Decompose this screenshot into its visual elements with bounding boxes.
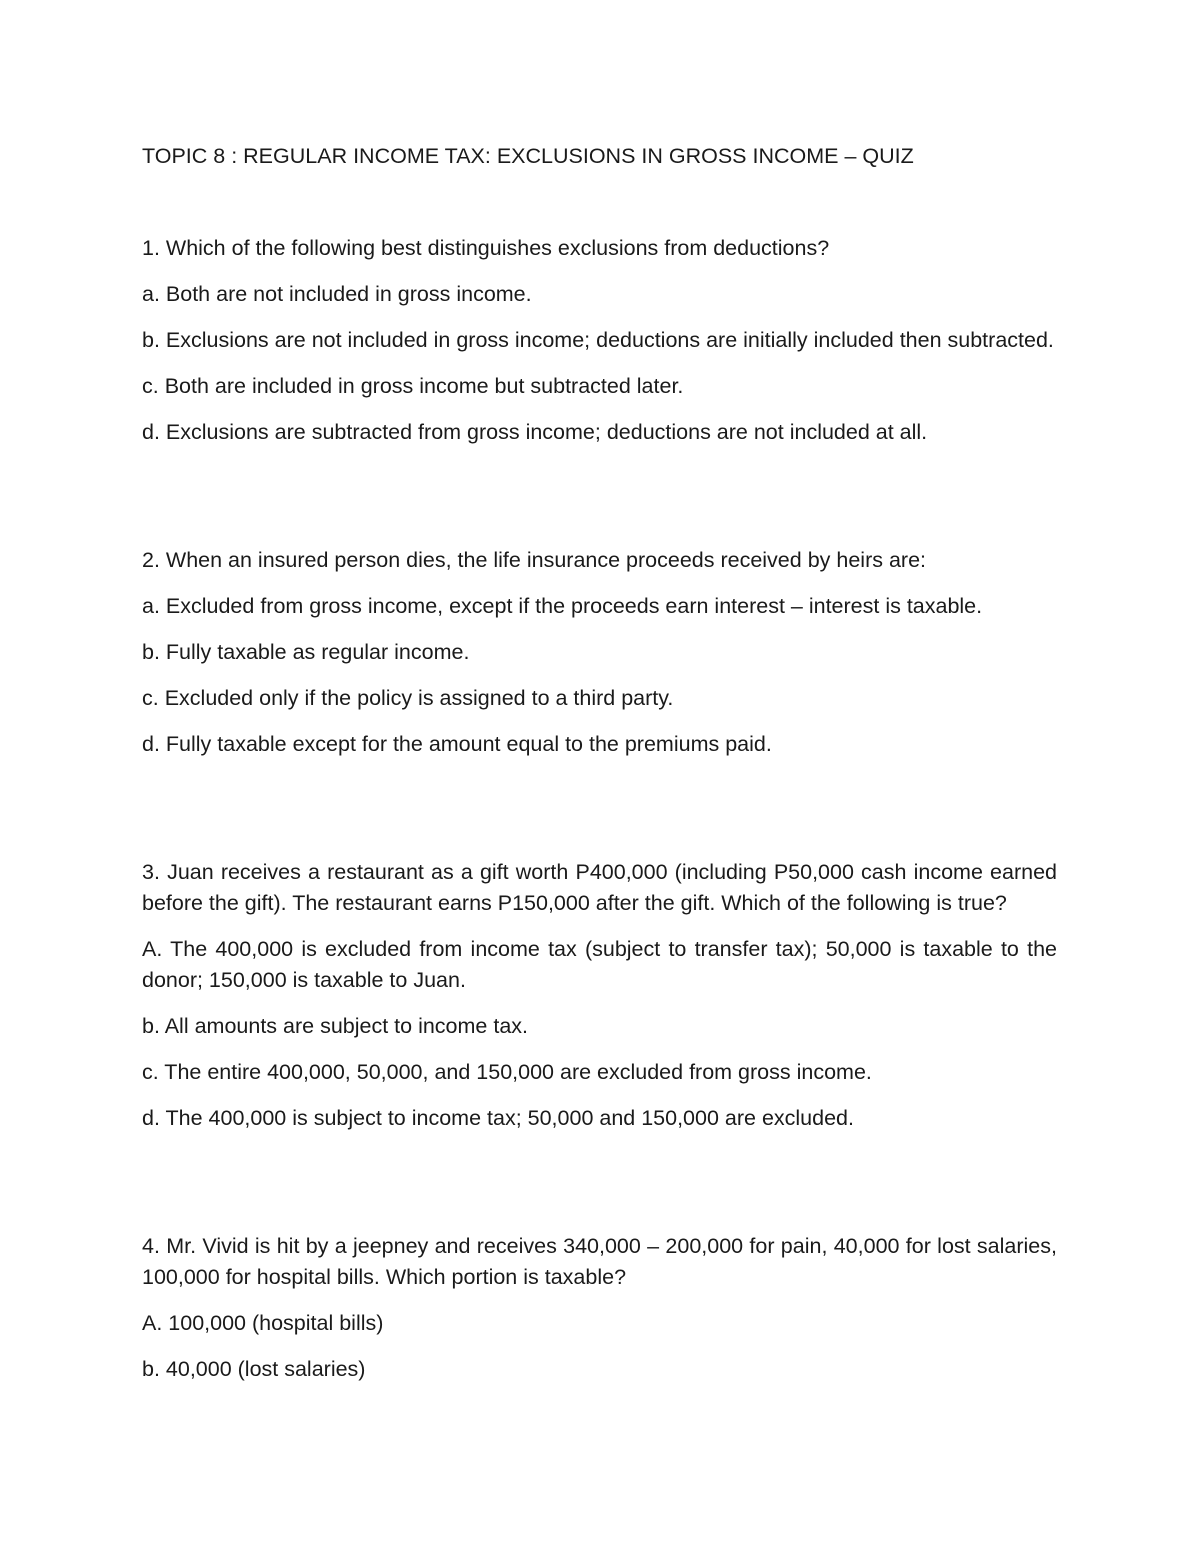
option-c: c. Both are included in gross income but subtracted later. — [142, 374, 684, 398]
question-stem: 3. Juan receives a restaurant as a gift worth P400,000 (including P50,000 cash income earned before the gift). The restaurant earns P150,000 after the gift. Which of the following is true? — [142, 860, 1057, 915]
question-stem: 4. Mr. Vivid is hit by a jeepney and receives 340,000 – 200,000 for pain, 40,000 for lost salaries, 100,000 for hospital bills. Which portion is taxable? — [142, 1234, 1057, 1289]
option-a: A. 100,000 (hospital bills) — [142, 1311, 384, 1335]
option-b: b. Exclusions are not included in gross income; deductions are initially included then subtracted. — [142, 328, 1054, 352]
option-b: b. All amounts are subject to income tax. — [142, 1014, 529, 1038]
question-2 — [142, 545, 1057, 760]
question-3 — [142, 857, 1057, 1134]
option-b: b. 40,000 (lost salaries) — [142, 1357, 366, 1381]
option-a: a. Excluded from gross income, except if the proceeds earn interest – interest is taxable. — [142, 594, 983, 618]
option-b: b. Fully taxable as regular income. — [142, 640, 470, 664]
option-c: c. Excluded only if the policy is assigned to a third party. — [142, 686, 674, 710]
option-c: c. The entire 400,000, 50,000, and 150,000 are excluded from gross income. — [142, 1060, 872, 1084]
option-a: a. Both are not included in gross income. — [142, 282, 532, 306]
option-d: d. Exclusions are subtracted from gross income; deductions are not included at all. — [142, 420, 928, 444]
option-a: A. The 400,000 is excluded from income tax (subject to transfer tax); 50,000 is taxable to the donor; 150,000 is taxable to Juan. — [142, 937, 1057, 992]
option-d: d. The 400,000 is subject to income tax; 50,000 and 150,000 are excluded. — [142, 1106, 854, 1130]
question-stem: 2. When an insured person dies, the life insurance proceeds received by heirs are: — [142, 548, 926, 572]
question-4 — [142, 1231, 1057, 1385]
question-1 — [142, 233, 1057, 448]
page-title: TOPIC 8 : REGULAR INCOME TAX: EXCLUSIONS IN GROSS INCOME – QUIZ — [142, 144, 914, 168]
question-stem: 1. Which of the following best distinguishes exclusions from deductions? — [142, 236, 830, 260]
option-d: d. Fully taxable except for the amount equal to the premiums paid. — [142, 732, 772, 756]
